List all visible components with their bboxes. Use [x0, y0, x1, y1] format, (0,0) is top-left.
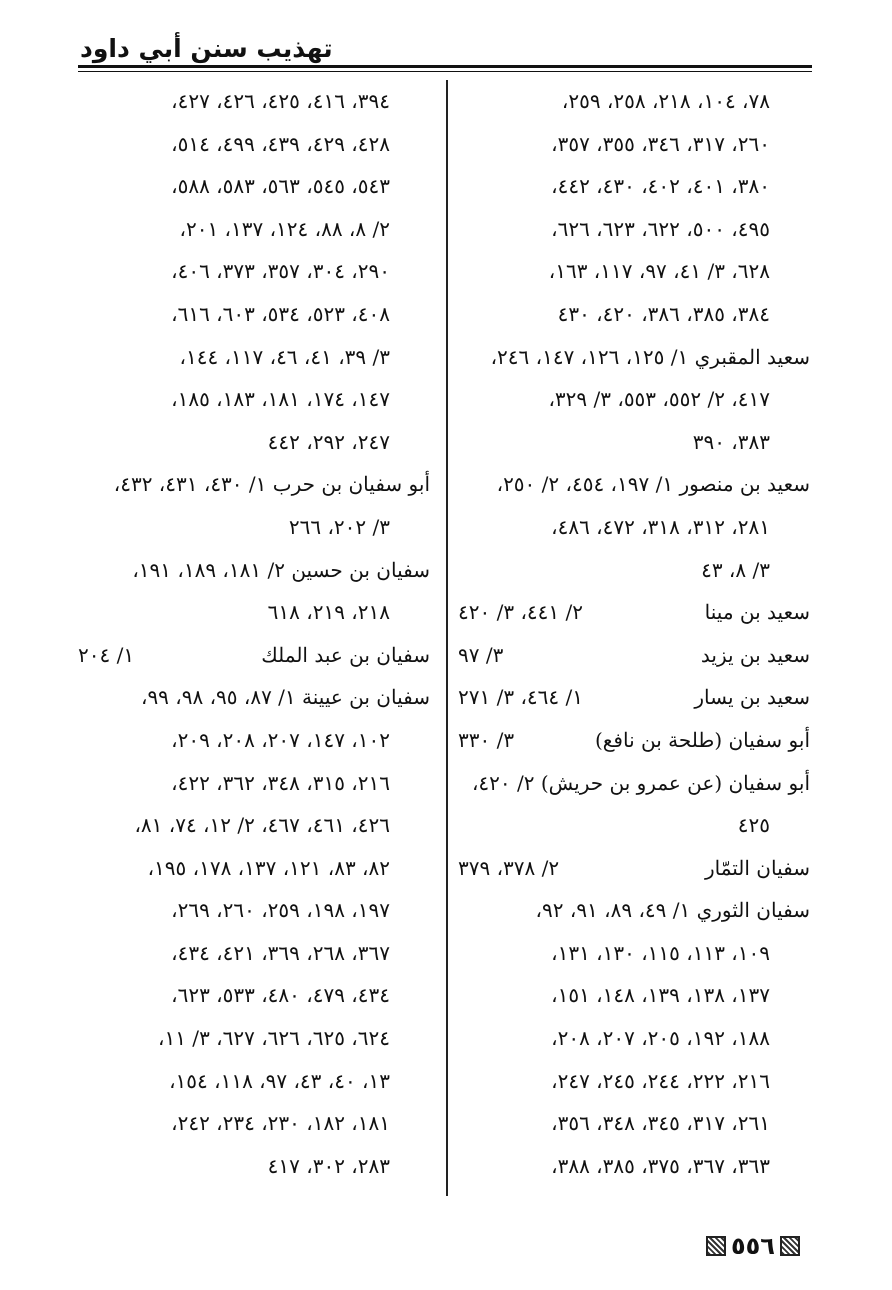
- page-header-title: تهذيب سنن أبي داود: [80, 34, 333, 63]
- index-line: ٤٢٥: [737, 813, 770, 838]
- index-line: [458, 719, 810, 762]
- index-line: ١٨١، ١٨٢، ٢٣٠، ٢٣٤، ٢٤٢،: [171, 1111, 390, 1136]
- index-line: ٣٨٠، ٤٠١، ٤٠٢، ٤٣٠، ٤٤٢،: [551, 174, 770, 199]
- index-line: ٢٨١، ٣١٢، ٣١٨، ٤٧٢، ٤٨٦،: [551, 514, 770, 539]
- index-line: ١٠٩، ١١٣، ١١٥، ١٣٠، ١٣١،: [551, 940, 770, 965]
- index-line: ٤٣٤، ٤٧٩، ٤٨٠، ٥٣٣، ٦٢٣،: [171, 983, 390, 1008]
- ornament-right-icon: [780, 1236, 800, 1256]
- index-line: [78, 634, 430, 677]
- index-line: ٧٨، ١٠٤، ٢١٨، ٢٥٨، ٢٥٩،: [561, 89, 770, 113]
- entry-name: سفيان التمّار: [704, 855, 810, 880]
- index-line: ٢/ ٨، ٨٨، ١٢٤، ١٣٧، ٢٠١،: [179, 216, 390, 241]
- index-line: ٢٩٠، ٣٠٤، ٣٥٧، ٣٧٣، ٤٠٦،: [171, 259, 390, 284]
- index-line: أبو سفيان بن حرب ١/ ٤٣٠، ٤٣١، ٤٣٢،: [113, 472, 430, 497]
- index-line: سفيان بن حسين ٢/ ١٨١، ١٨٩، ١٩١،: [132, 557, 430, 582]
- entry-references: ١/ ٤٦٤، ٣/ ٢٧١: [458, 685, 583, 710]
- entry-name: سعيد بن مينا: [704, 600, 810, 625]
- entry-name: سعيد بن يزيد: [700, 642, 810, 667]
- index-line: ١٣، ٤٠، ٤٣، ٩٧، ١١٨، ١٥٤،: [169, 1068, 390, 1093]
- index-line: ٣/ ٣٩، ٤١، ٤٦، ١١٧، ١٤٤،: [179, 344, 390, 369]
- index-line: ٢١٨، ٢١٩، ٦١٨: [267, 600, 390, 625]
- entry-references: ٢/ ٣٧٨، ٣٧٩: [458, 855, 560, 880]
- page-number: ٥٥٦: [731, 1232, 775, 1260]
- index-line: سعيد المقبري ١/ ١٢٥، ١٢٦، ١٤٧، ٢٤٦،: [490, 344, 810, 369]
- index-line: ١٨٨، ١٩٢، ٢٠٥، ٢٠٧، ٢٠٨،: [551, 1026, 770, 1051]
- index-line: ٥٤٣، ٥٤٥، ٥٦٣، ٥٨٣، ٥٨٨،: [171, 174, 390, 199]
- index-line: ٣٩٤، ٤١٦، ٤٢٥، ٤٢٦، ٤٢٧،: [171, 89, 390, 113]
- index-line: ٤٠٨، ٥٢٣، ٥٣٤، ٦٠٣، ٦١٦،: [171, 301, 390, 326]
- index-line: ٢٦٠، ٣١٧، ٣٤٦، ٣٥٥، ٣٥٧،: [551, 131, 770, 156]
- index-column-right: [458, 80, 810, 1190]
- index-line: [458, 676, 810, 719]
- index-line: [458, 591, 810, 634]
- index-line: ٦٢٤، ٦٢٥، ٦٢٦، ٦٢٧، ٣/ ١١،: [158, 1026, 390, 1051]
- index-line: [458, 634, 810, 677]
- index-line: سفيان بن عيينة ١/ ٨٧، ٩٥، ٩٨، ٩٩،: [140, 685, 430, 710]
- header-rule-thin: [78, 71, 812, 72]
- index-line: ٢١٦، ٢٢٢، ٢٤٤، ٢٤٥، ٢٤٧،: [551, 1068, 770, 1093]
- entry-references: ١/ ٢٠٤: [78, 642, 135, 667]
- index-line: ٢٦١، ٣١٧، ٣٤٥، ٣٤٨، ٣٥٦،: [551, 1111, 770, 1136]
- index-line: ٤٢٨، ٤٢٩، ٤٣٩، ٤٩٩، ٥١٤،: [171, 131, 390, 156]
- index-line: ٣٦٧، ٢٦٨، ٣٦٩، ٤٢١، ٤٣٤،: [171, 940, 390, 965]
- index-line: ٢١٦، ٣١٥، ٣٤٨، ٣٦٢، ٤٢٢،: [171, 770, 390, 795]
- index-line: [458, 847, 810, 890]
- index-line: ٢٨٣، ٣٠٢، ٤١٧: [267, 1153, 390, 1178]
- entry-references: ٣/ ٣٣٠: [458, 727, 515, 752]
- entry-references: ٣/ ٩٧: [458, 642, 504, 667]
- index-line: ٨٢، ٨٣، ١٢١، ١٣٧، ١٧٨، ١٩٥،: [147, 855, 390, 880]
- index-line: ٣/ ٢٠٢، ٢٦٦: [288, 514, 390, 539]
- index-line: ٤٩٥، ٥٠٠، ٦٢٢، ٦٢٣، ٦٢٦،: [551, 216, 770, 241]
- index-line: ٣/ ٨، ٤٣: [701, 557, 770, 582]
- ornament-left-icon: [706, 1236, 726, 1256]
- header-rule-thick: [78, 65, 812, 68]
- entry-name: سفيان بن عبد الملك: [261, 642, 430, 667]
- index-line: ٣٦٣، ٣٦٧، ٣٧٥، ٣٨٥، ٣٨٨،: [551, 1153, 770, 1178]
- index-line: أبو سفيان (عن عمرو بن حريش) ٢/ ٤٢٠،: [471, 770, 810, 795]
- index-line: ٦٢٨، ٣/ ٤١، ٩٧، ١١٧، ١٦٣،: [548, 259, 770, 284]
- index-line: ٢٤٧، ٢٩٢، ٤٤٢: [267, 429, 390, 454]
- entry-name: أبو سفيان (طلحة بن نافع): [594, 727, 810, 752]
- page-number-box: [706, 1232, 800, 1260]
- index-line: ١٤٧، ١٧٤، ١٨١، ١٨٣، ١٨٥،: [171, 387, 390, 412]
- index-line: ٤٢٦، ٤٦١، ٤٦٧، ٢/ ١٢، ٧٤، ٨١،: [134, 813, 390, 838]
- index-line: ١٠٢، ١٤٧، ٢٠٧، ٢٠٨، ٢٠٩،: [171, 727, 390, 752]
- index-line: ٣٨٤، ٣٨٥، ٣٨٦، ٤٢٠، ٤٣٠: [557, 301, 770, 326]
- entry-references: ٢/ ٤٤١، ٣/ ٤٢٠: [458, 600, 583, 625]
- index-line: ١٩٧، ١٩٨، ٢٥٩، ٢٦٠، ٢٦٩،: [171, 898, 390, 923]
- index-column-left: [78, 80, 430, 1190]
- index-line: ٣٨٣، ٣٩٠: [692, 429, 770, 454]
- index-line: ٤١٧، ٢/ ٥٥٢، ٥٥٣، ٣/ ٣٢٩،: [548, 387, 770, 412]
- index-line: ١٣٧، ١٣٨، ١٣٩، ١٤٨، ١٥١،: [551, 983, 770, 1008]
- entry-name: سعيد بن يسار: [694, 685, 810, 710]
- index-line: سفيان الثوري ١/ ٤٩، ٨٩، ٩١، ٩٢،: [535, 898, 810, 923]
- index-line: سعيد بن منصور ١/ ١٩٧، ٤٥٤، ٢/ ٢٥٠،: [496, 472, 810, 497]
- column-divider: [446, 80, 448, 1196]
